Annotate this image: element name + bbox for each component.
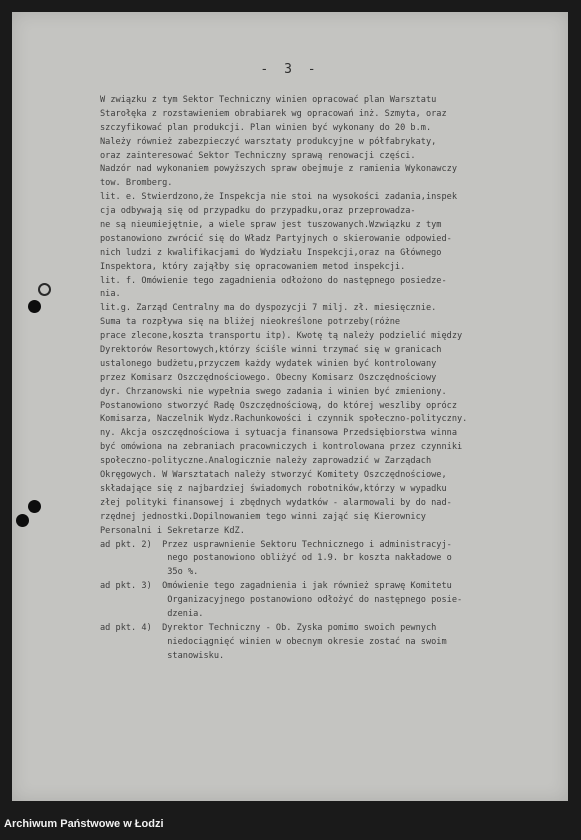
text-line: Okręgowych. W Warsztatach należy stworzyć Komitety Oszczędnościowe, <box>100 470 447 481</box>
punch-hole <box>28 500 41 513</box>
text-line: nia. <box>100 289 121 300</box>
text-line: stanowisku. <box>100 650 225 661</box>
text-line: Nadzór nad wykonaniem powyższych spraw obejmuje z ramienia Wykonawczy <box>100 164 457 175</box>
archive-label: Archiwum Państwowe w Łodzi <box>4 818 164 830</box>
text-line: Dyrektorów Resortowych,którzy ściśle winni trzymać się w granicach <box>100 345 442 356</box>
text-line: ad pkt. 4) Dyrektor Techniczny - Ob. Zyska pomimo swoich pewnych <box>100 622 437 633</box>
punch-hole-ring <box>38 283 51 296</box>
text-line: złej polityki finansowej i zbędnych wydatków - alarmowali by do nad- <box>100 497 452 508</box>
text-line: Komisarza, Naczelnik Wydz.Rachunkowości i czynnik społeczno-polityczny. <box>100 414 468 425</box>
text-line: rzędnej jednostki.Dopilnowaniem tego winni zająć się Kierownicy <box>100 511 426 522</box>
text-line: szczyfikować plan produkcji. Plan winien być wykonany do 20 b.m. <box>100 122 432 133</box>
text-line: ne są nieumiejętnie, a wiele spraw jest tuszowanych.Wzwiązku z tym <box>100 220 442 231</box>
text-line: prace zlecone,koszta transportu itp). Kwotę tą należy podzielić między <box>100 331 463 342</box>
text-line: Starołęka z rozstawieniem obrabiarek wg opracowań inż. Szmyta, oraz <box>100 108 447 119</box>
text-line: ad pkt. 3) Omówienie tego zagadnienia i jak również sprawę Komitetu <box>100 581 452 592</box>
punch-hole <box>16 514 29 527</box>
document-page <box>12 12 568 801</box>
text-line: społeczno-polityczne.Analogicznie należy zaprowadzić w Zarządach <box>100 456 432 467</box>
text-line: ny. Akcja oszczędnościowa i sytuacja finansowa Przedsiębiorstwa winna <box>100 428 457 439</box>
text-line: nego postanowiono obliżyć od 1.9. br koszta nakładowe o <box>100 553 452 564</box>
text-line: Suma ta rozpływa się na bliżej nieokreślone potrzeby(różne <box>100 317 401 328</box>
text-line: oraz zainteresować Sektor Techniczny sprawą renowacji części. <box>100 150 416 161</box>
text-line: tow. Bromberg. <box>100 178 173 189</box>
archive-footer <box>0 801 581 840</box>
text-line: być omówiona na zebraniach pracowniczych i kontrolowana przez czynniki <box>100 442 463 453</box>
text-line: nich ludzi z kwalifikacjami do Wydziału Inspekcji,oraz na Głównego <box>100 247 442 258</box>
text-line: składające się z najbardziej świadomych robotników,którzy w wypadku <box>100 483 447 494</box>
text-line: Inspektora, który zająłby się opracowaniem metod inspekcji. <box>100 261 406 272</box>
text-line: Organizacyjnego postanowiono odłożyć do następnego posie- <box>100 595 463 606</box>
page-number: - 3 - <box>260 62 320 77</box>
text-line: niedociągnięć winien w obecnym okresie zostać na swoim <box>100 636 447 647</box>
text-line: W związku z tym Sektor Techniczny winien opracować plan Warsztatu <box>100 95 437 105</box>
text-line: dyr. Chrzanowski nie wypełnia swego zadania i winien być zmieniony. <box>100 386 447 397</box>
text-line: lit. f. Omówienie tego zagadnienia odłożono do następnego posiedze- <box>100 275 447 286</box>
text-line: przez Komisarz Oszczędnościowego. Obecny Komisarz Oszczędnościowy <box>100 372 437 383</box>
text-line: lit.g. Zarząd Centralny ma do dyspozycji 7 milj. zł. miesięcznie. <box>100 303 437 314</box>
text-line: 35o %. <box>100 567 199 578</box>
text-line: cja odbywają się od przypadku do przypadku,oraz przeprowadza- <box>100 206 416 217</box>
text-line: lit. e. Stwierdzono,że Inspekcja nie stoi na wysokości zadania,inspek <box>100 192 457 203</box>
text-line: dzenia. <box>100 608 204 619</box>
text-line: ustalonego budżetu,przyczem każdy wydatek winien być kontrolowany <box>100 358 437 369</box>
text-line: Należy również zabezpieczyć warsztaty produkcyjne w półfabrykaty, <box>100 136 437 147</box>
text-line: Personalni i Sekretarze KdZ. <box>100 525 245 536</box>
text-line: postanowiono zwrócić się do Władz Partyjnych o skierowanie odpowied- <box>100 233 452 244</box>
text-line: Postanowiono stworzyć Radę Oszczędnościową, do której weszliby oprócz <box>100 400 457 411</box>
typed-text-body <box>100 94 566 664</box>
punch-hole <box>28 300 41 313</box>
text-line: ad pkt. 2) Przez usprawnienie Sektoru Technicznego i administracyj- <box>100 539 452 550</box>
